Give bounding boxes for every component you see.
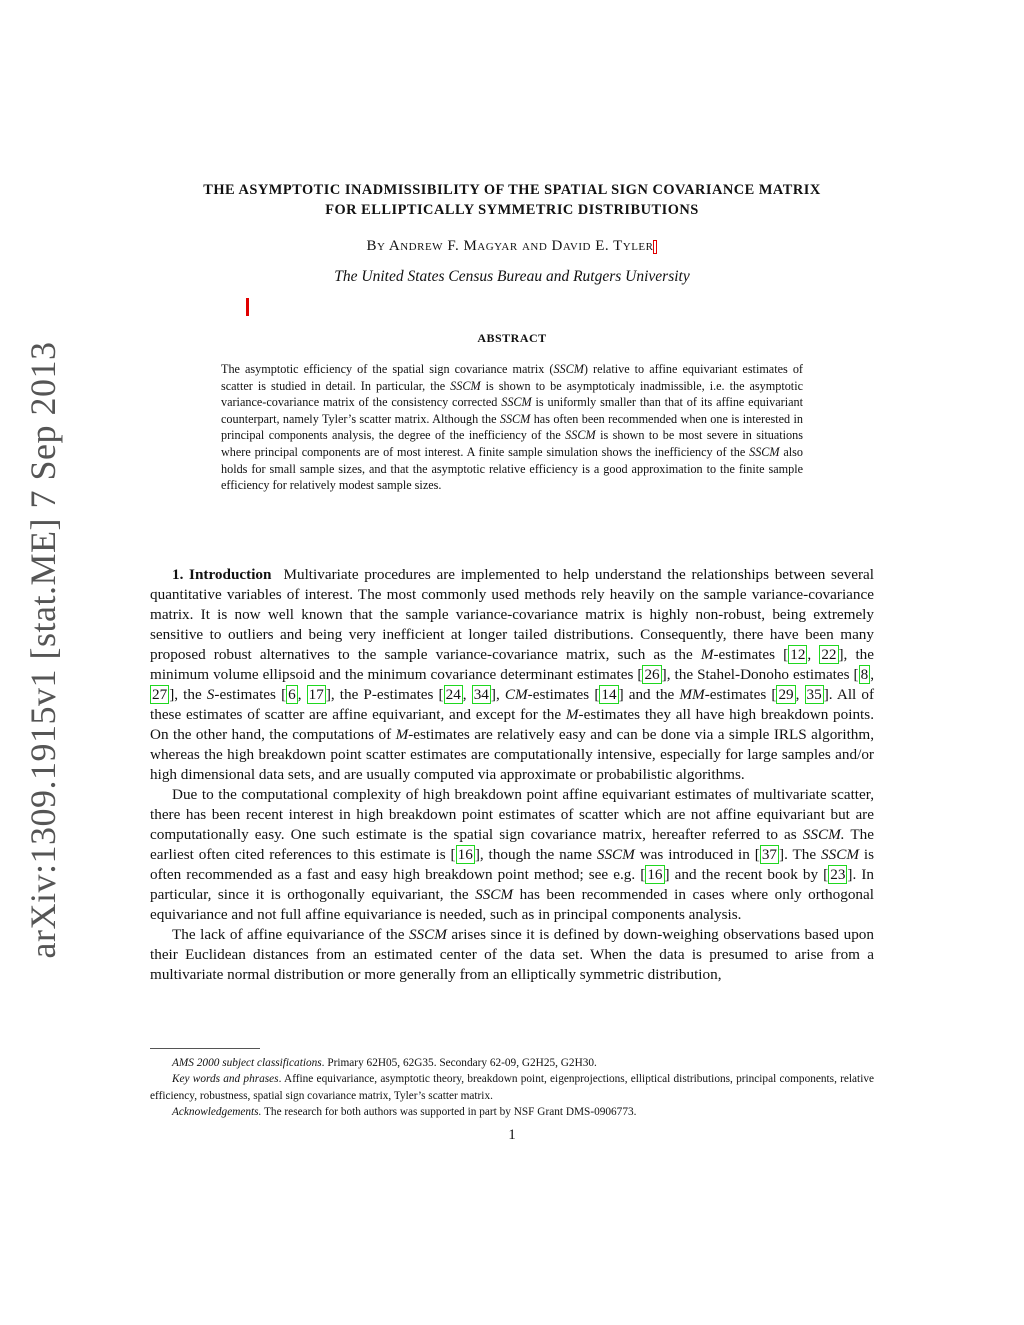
citation-link[interactable]: 8 (860, 666, 869, 683)
citation-link[interactable]: 37 (761, 846, 778, 863)
citation-link[interactable]: 26 (644, 666, 660, 683)
citation-link[interactable]: 16 (647, 866, 663, 883)
author-2: David E. Tyler (551, 238, 654, 254)
author-1: Andrew F. Magyar (388, 238, 518, 254)
abstract-text: The asymptotic efficiency of the spatial sign covariance matrix (SSCM) relative to affine equivariant estimates of scatter is studied in detail. In particular, the SSCM is shown to be asymptoticaly inadmissible, i.e. the asymptotic variance-covariance matrix of the consistency corrected SSCM is uniformly smaller than that of its affine equivariant counterpart, namely Tyler’s scatter matrix. Although the SSCM has often been recommended when one is interested in principal components analysis, the degree of the inefficiency of the SSCM is shown to be most severe in situations where principal components are of most interest. A finite sample simulation shows the inefficiency of the SSCM also holds for small sample sizes, and that the asymptotic relative efficiency is a good approximation to the finite sample efficiency for relatively modest sample sizes. (221, 362, 804, 493)
footnote-keywords: Key words and phrases. Affine equivariance, asymptotic theory, breakdown point, eigenprojections, elliptical distributions, principal components, relative efficiency, robustness, spatial sign covariance matrix, Tyler’s scatter matrix. (150, 1073, 874, 1102)
paper-title (150, 180, 874, 220)
citation-link[interactable]: 22 (821, 646, 837, 663)
citation-link[interactable]: 34 (473, 686, 489, 703)
citation-link[interactable]: 23 (830, 866, 846, 883)
citation-link[interactable]: 16 (457, 846, 473, 863)
title-line-2: FOR ELLIPTICALLY SYMMETRIC DISTRIBUTIONS (325, 202, 699, 218)
title-line-1: THE ASYMPTOTIC INADMISSIBILITY OF THE SPATIAL SIGN COVARIANCE MATRIX (203, 182, 821, 198)
introduction-section (150, 565, 874, 985)
intro-paragraph-2: Due to the computational complexity of high breakdown point affine equivariant estimates of multivariate scatter, there has been recent interest in high breakdown point estimates of scatter which are not affine equivariant but are computationally easy. One such estimate is the spatial sign covariance matrix, hereafter referred to as SSCM. The earliest often cited references to this estimate is [ 16 ], though the name SSCM was introduced in [ 37 ]. The SSCM is often recommended as a fast and easy high breakdown point method; see e.g. [ 16 ] and the recent book by [ 23 ]. In particular, since it is orthogonally equivariant, the SSCM has been recommended in cases where only orthogonal equivariance and not full affine equivariance is needed, such as in principal components analysis. (150, 786, 874, 923)
footnote-ams: AMS 2000 subject classifications. Primary 62H05, 62G35. Secondary 62-09, G2H25, G2H30. (172, 1057, 597, 1069)
author-by: By (366, 238, 386, 254)
abstract-heading: ABSTRACT (477, 331, 547, 345)
affiliation: The United States Census Bureau and Rutgers University (334, 268, 690, 285)
intro-paragraph-3: The lack of affine equivariance of the SSCM arises since it is defined by down-weighing observations based upon their Euclidean distances from an estimated center of the data set. When the data is presumed to arise from a multivariate normal distribution or more generally from an elliptically symmetric distribution, (150, 926, 874, 983)
citation-link[interactable]: 27 (152, 686, 168, 703)
author-and: and (521, 238, 548, 254)
citation-link[interactable]: 17 (308, 686, 324, 703)
citation-link[interactable]: 12 (790, 646, 806, 663)
link-marker[interactable] (246, 298, 249, 316)
intro-paragraph-1: 1. Introduction Multivariate procedures are implemented to help understand the relationships between several quantitative variables of interest. The most commonly used methods rely heavily on the sample variance-covariance matrix. It is now well known that the sample variance-covariance matrix is highly non-robust, being extremely sensitive to outliers and being very inefficient at longer tailed distributions. Consequently, there have been many proposed robust alternatives to the sample variance-covariance matrix, such as the M-estimates [ 12 , 22 ], the minimum volume ellipsoid and the minimum covariance determinant estimates [ 26 ], the Stahel-Donoho estimates [ 8 , 27 ], the S-estimates [ 6 , 17 ], the P-estimates [ 24 , 34 ], CM-estimates [ 14 ] and the MM-estimates [ 29 , 35 ]. All of these estimates of scatter are affine equivariant, and except for the M-estimates they all have high breakdown points. On the other hand, the computations of M-estimates are relatively easy and can be done via a simple IRLS algorithm, whereas the high breakdown point scatter estimates are computationally intensive, especially for large samples and/or high dimensional data sets, and are usually computed via approximate or probabilistic algorithms. (150, 566, 875, 783)
citation-link[interactable]: 24 (445, 686, 461, 703)
page-number: 1 (508, 1127, 516, 1143)
citation-link[interactable]: 6 (288, 686, 296, 703)
citation-link[interactable]: 29 (778, 686, 794, 703)
footnote-link-marker[interactable] (653, 240, 657, 254)
citation-link[interactable]: 35 (806, 686, 822, 703)
footnotes (150, 1055, 874, 1120)
citation-link[interactable]: 14 (601, 686, 617, 703)
footnote-acknowledgements: Acknowledgements. The research for both authors was supported in part by NSF Grant DMS-0906773. (172, 1105, 637, 1118)
author-line (150, 238, 874, 255)
footnote-divider (150, 1048, 260, 1049)
arxiv-identifier-stamp: arXiv:1309.1915v1 [stat.ME] 7 Sep 2013 (23, 341, 63, 959)
section-heading: 1. Introduction (172, 566, 272, 583)
